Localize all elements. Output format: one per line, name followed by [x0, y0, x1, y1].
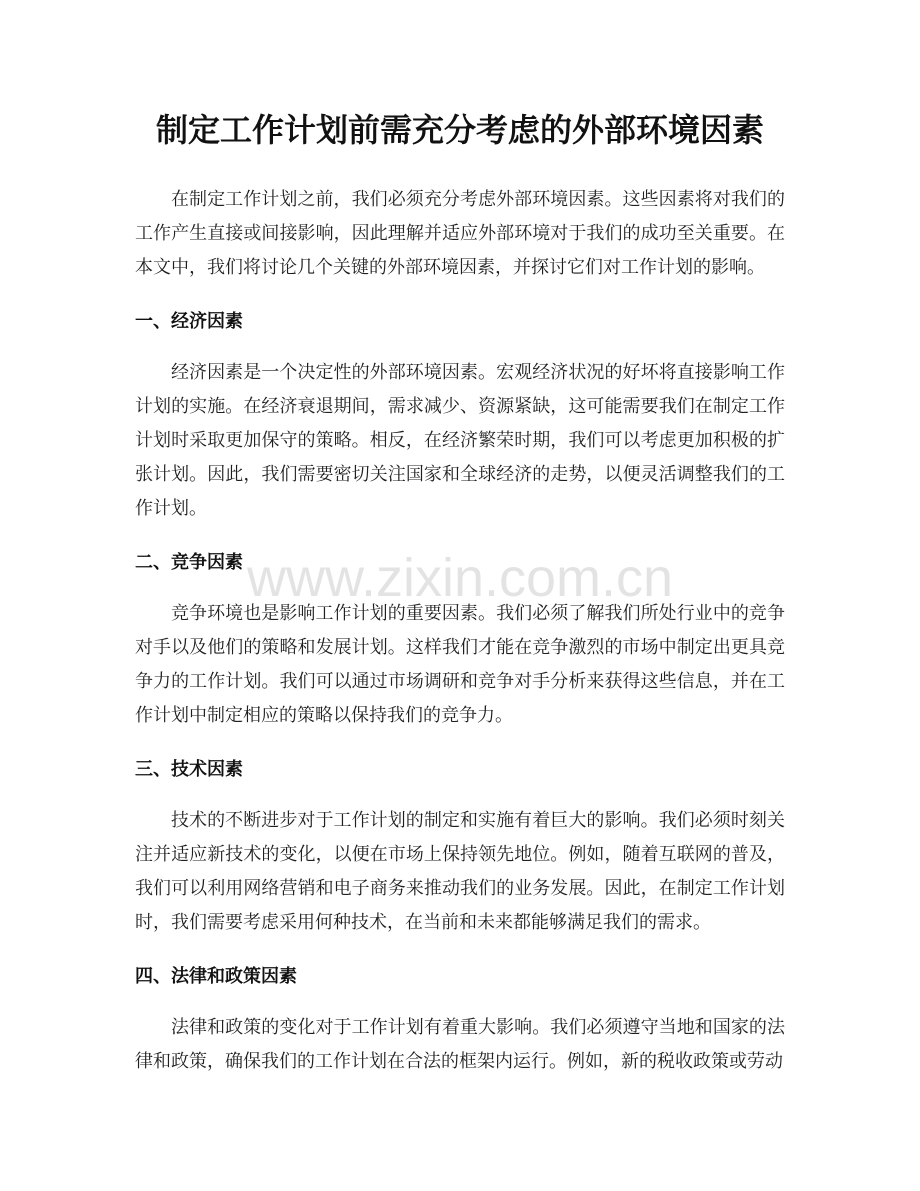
intro-paragraph: 在制定工作计划之前，我们必须充分考虑外部环境因素。这些因素将对我们的工作产生直接或间接影响，因此理解并适应外部环境对于我们的成功至关重要。在本文中，我们将讨论几个关键的外部环境因素，并探讨它们对工作计划的影响。: [135, 189, 785, 278]
document-body: [135, 183, 785, 1079]
section-heading-economic: 一、经济因素: [135, 311, 243, 332]
page-title: 制定工作计划前需充分考虑的外部环境因素: [155, 111, 764, 149]
section-paragraph-competition: 竞争环境也是影响工作计划的重要因素。我们必须了解我们所处行业中的竞争对手以及他们的策略和发展计划。这样我们才能在竞争激烈的市场中制定出更具竞争力的工作计划。我们可以通过市场调研和竞争对手分析来获得这些信息，并在工作计划中制定相应的策略以保持我们的竞争力。: [135, 603, 785, 726]
section-paragraph-law-policy: 法律和政策的变化对于工作计划有着重大影响。我们必须遵守当地和国家的法律和政策，确保我们的工作计划在合法的框架内运行。例如，新的税收政策或劳动: [135, 1017, 785, 1072]
section-paragraph-technology: 技术的不断进步对于工作计划的制定和实施有着巨大的影响。我们必须时刻关注并适应新技术的变化，以便在市场上保持领先地位。例如，随着互联网的普及，我们可以利用网络营销和电子商务来推动我们的业务发展。因此，在制定工作计划时，我们需要考虑采用何种技术，在当前和未来都能够满足我们的需求。: [135, 810, 785, 933]
section-heading-technology: 三、技术因素: [135, 759, 243, 780]
section-heading-law-policy: 四、法律和政策因素: [135, 966, 297, 987]
section-heading-competition: 二、竞争因素: [135, 552, 243, 573]
watermark: www.zixin.com.cn: [246, 548, 674, 608]
section-paragraph-economic: 经济因素是一个决定性的外部环境因素。宏观经济状况的好坏将直接影响工作计划的实施。在经济衰退期间，需求减少、资源紧缺，这可能需要我们在制定工作计划时采取更加保守的策略。相反，在经济繁荣时期，我们可以考虑更加积极的扩张计划。因此，我们需要密切关注国家和全球经济的走势，以便灵活调整我们的工作计划。: [135, 362, 785, 519]
